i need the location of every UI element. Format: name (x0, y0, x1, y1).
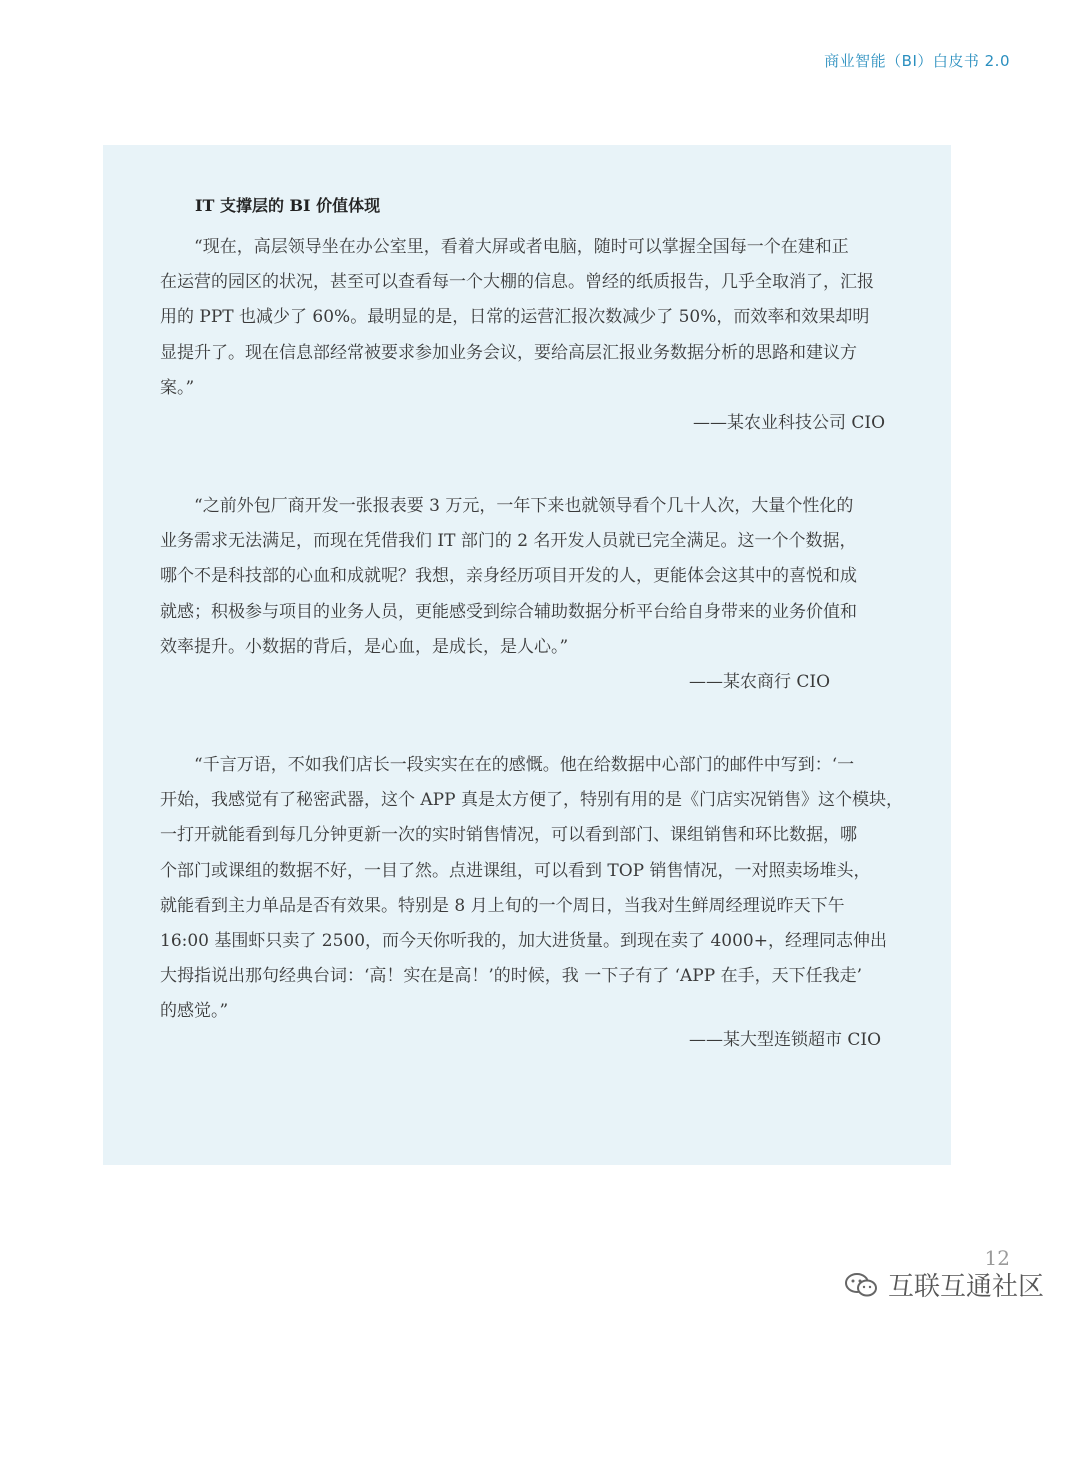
quote-line: 的感觉。” (160, 1001, 229, 1022)
page-number: 12 (984, 1246, 1010, 1270)
wechat-icon (844, 1271, 878, 1299)
watermark (844, 1266, 1044, 1303)
quote-line: 用的 PPT 也减少了 60%。最明显的是，日常的运营汇报次数减少了 50%，而效率和效果却明 (160, 307, 870, 328)
quote-line: 开始，我感觉有了秘密武器，这个 APP 真是太方便了，特别有用的是《门店实况销售》这个模块， (160, 790, 903, 811)
quote-line: 一打开就能看到每几分钟更新一次的实时销售情况，可以看到部门、课组销售和环比数据，哪 (160, 825, 857, 846)
quote-line: 业务需求无法满足，而现在凭借我们 IT 部门的 2 名开发人员就已完全满足。这一个个数据， (160, 531, 857, 552)
quote-line: “之前外包厂商开发一张报表要 3 万元，一年下来也就领导看个几十人次，大量个性化的 (194, 496, 854, 516)
watermark-text: 互联互通社区 (887, 1272, 1044, 1302)
quote-line: 大拇指说出那句经典台词：‘高！实在是高！’的时候，我 一下子有了 ‘APP 在手，天下任我走’ (160, 966, 862, 987)
quote-line: 个部门或课组的数据不好，一目了然。点进课组，可以看到 TOP 销售情况，一对照卖场堆头， (160, 860, 871, 881)
running-header: 商业智能（BI）白皮书 2.0 (824, 52, 1010, 70)
quote-line: 案。” (160, 377, 195, 398)
quote-line: 16:00 基围虾只卖了 2500，而今天你听我的，加大进货量。到现在卖了 4000+，经理同志伸出 (160, 931, 887, 952)
quote-line: 就感；积极参与项目的业务人员，更能感受到综合辅助数据分析平台给自身带来的业务价值和 (160, 601, 857, 622)
section-title: IT 支撑层的 BI 价值体现 (195, 196, 381, 215)
quote-line: 哪个不是科技部的心血和成就呢？我想，亲身经历项目开发的人，更能体会这其中的喜悦和成 (160, 566, 857, 587)
quote-line: 显提升了。现在信息部经常被要求参加业务会议，要给高层汇报业务数据分析的思路和建议方 (160, 342, 857, 363)
quote-line: 就能看到主力单品是否有效果。特别是 8 月上旬的一个周日，当我对生鲜周经理说昨天下午 (160, 895, 845, 916)
quote-line: 在运营的园区的状况，甚至可以查看每一个大棚的信息。曾经的纸质报告，几乎全取消了，汇报 (160, 272, 874, 293)
quote-line: 效率提升。小数据的背后，是心血，是成长，是人心。” (160, 636, 569, 657)
quote-line: “千言万语，不如我们店长一段实实在在的感慨。他在给数据中心部门的邮件中写到：‘一 (194, 755, 855, 775)
quote-2-attribution: ——某农商行 CIO (689, 672, 831, 692)
quote-1-attribution: ——某农业科技公司 CIO (693, 413, 886, 433)
quote-3-attribution: ——某大型连锁超市 CIO (689, 1030, 882, 1050)
quote-line: “现在，高层领导坐在办公室里，看着大屏或者电脑，随时可以掌握全国每一个在建和正 (194, 237, 849, 257)
